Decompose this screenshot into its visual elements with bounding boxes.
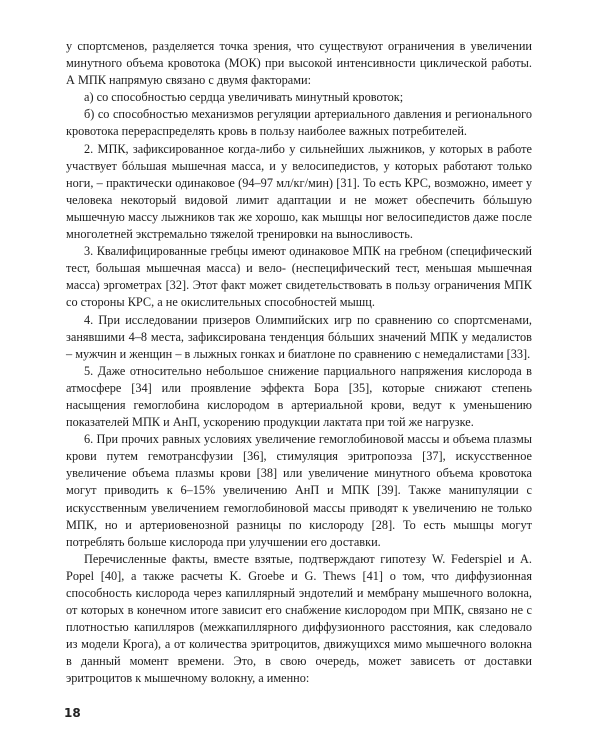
page-number: 18 [64,706,81,720]
paragraph-point-4: 4. При исследовании призеров Олимпийских игр по сравнению со спортсменами, занявшими 4–8 места, зафиксирована тенденция бóльших значений МПК у медалистов – мужчин и женщин – в лыжных гонках и биатлоне по сравнению с немедалистами [33]. [66,312,532,361]
paragraph-point-3: 3. Квалифицированные гребцы имеют одинаковое МПК на гребном (специфический тест, большая мышечная масса) и вело- (неспецифический тест, меньшая мышечная масса) эргометрах [32]. Этот факт может свидетельствовать в пользу ограничения МПК со стороны КРС, а не окислительных способностей мышц. [66,244,532,310]
paragraph-item-b: б) со способностью механизмов регуляции артериального давления и регионального кровотока перераспределять кровь в пользу наиболее важных потребителей. [66,107,532,139]
body-text [66,38,532,688]
paragraph-intro: у спортсменов, разделяется точка зрения, что существуют ограничения в увеличении минутного объема кровотока (МОК) при высокой интенсивности циклической работы. А МПК напрямую связано с двумя факторами: [66,39,532,88]
paragraph-item-a: а) со способностью сердца увеличивать минутный кровоток; [84,90,404,105]
paragraph-point-5: 5. Даже относительно небольшое снижение парциального напряжения кислорода в атмосфере [34] или проявление эффекта Бора [35], которые снижают степень насыщения гемоглобина кислородом в артериальной крови, ведут к уменьшению показателей МПК и АнП, ускорению продукции лактата при той же нагрузке. [66,363,532,430]
paragraph-conclusion: Перечисленные факты, вместе взятые, подтверждают гипотезу W. Federspiel и A. Popel [40], а также расчеты K. Groebe и G. Thews [41] о том, что диффузионная способность кислорода через капиллярный эндотелий и мембрану мышечного волокна, от которых в конечном итоге зависит его снабжение кислородом при МПК, связано не с плотностью капилляров (межкапиллярного диффузионного расстояния, как следовало из модели Крога), а от количества эритроцитов, движущихся мимо мышечного волокна в данный момент времени. Это, в свою очередь, может зависеть от доставки эритроцитов к мышечному волокну, а именно: [66,551,532,686]
paragraph-point-6: 6. При прочих равных условиях увеличение гемоглобиновой массы и объема плазмы крови путем гемотрансфузии [36], стимуляция эритропоэза [37], искусственное увеличение объема плазмы крови [38] или увеличение минутного объема кровотока могут приводить к 6–15% увеличению АнП и МПК [39]. Также манипуляции с искусственным увеличением гемоглобиновой массы приводят к увеличению не только МПК, но и артериовенозной разницы по кислороду [28]. То есть мышцы могут потреблять больше кислорода при улучшении его доставки. [66,432,532,549]
paragraph-point-2: 2. МПК, зафиксированное когда-либо у сильнейших лыжников, у которых в работе участвует бóльшая мышечная масса, и у велосипедистов, у которых работают только ноги, – практически одинаковое (94–97 мл/кг/мин) [31]. То есть КРС, возможно, имеет у человека некоторый видовой лимит адаптации и не может обеспечить бóльшую мышечную массу лыжников так же хорошо, как мышцы ног велосипедистов даже после многолетней экстремально тяжелой тренировки на выносливость. [66,141,532,242]
